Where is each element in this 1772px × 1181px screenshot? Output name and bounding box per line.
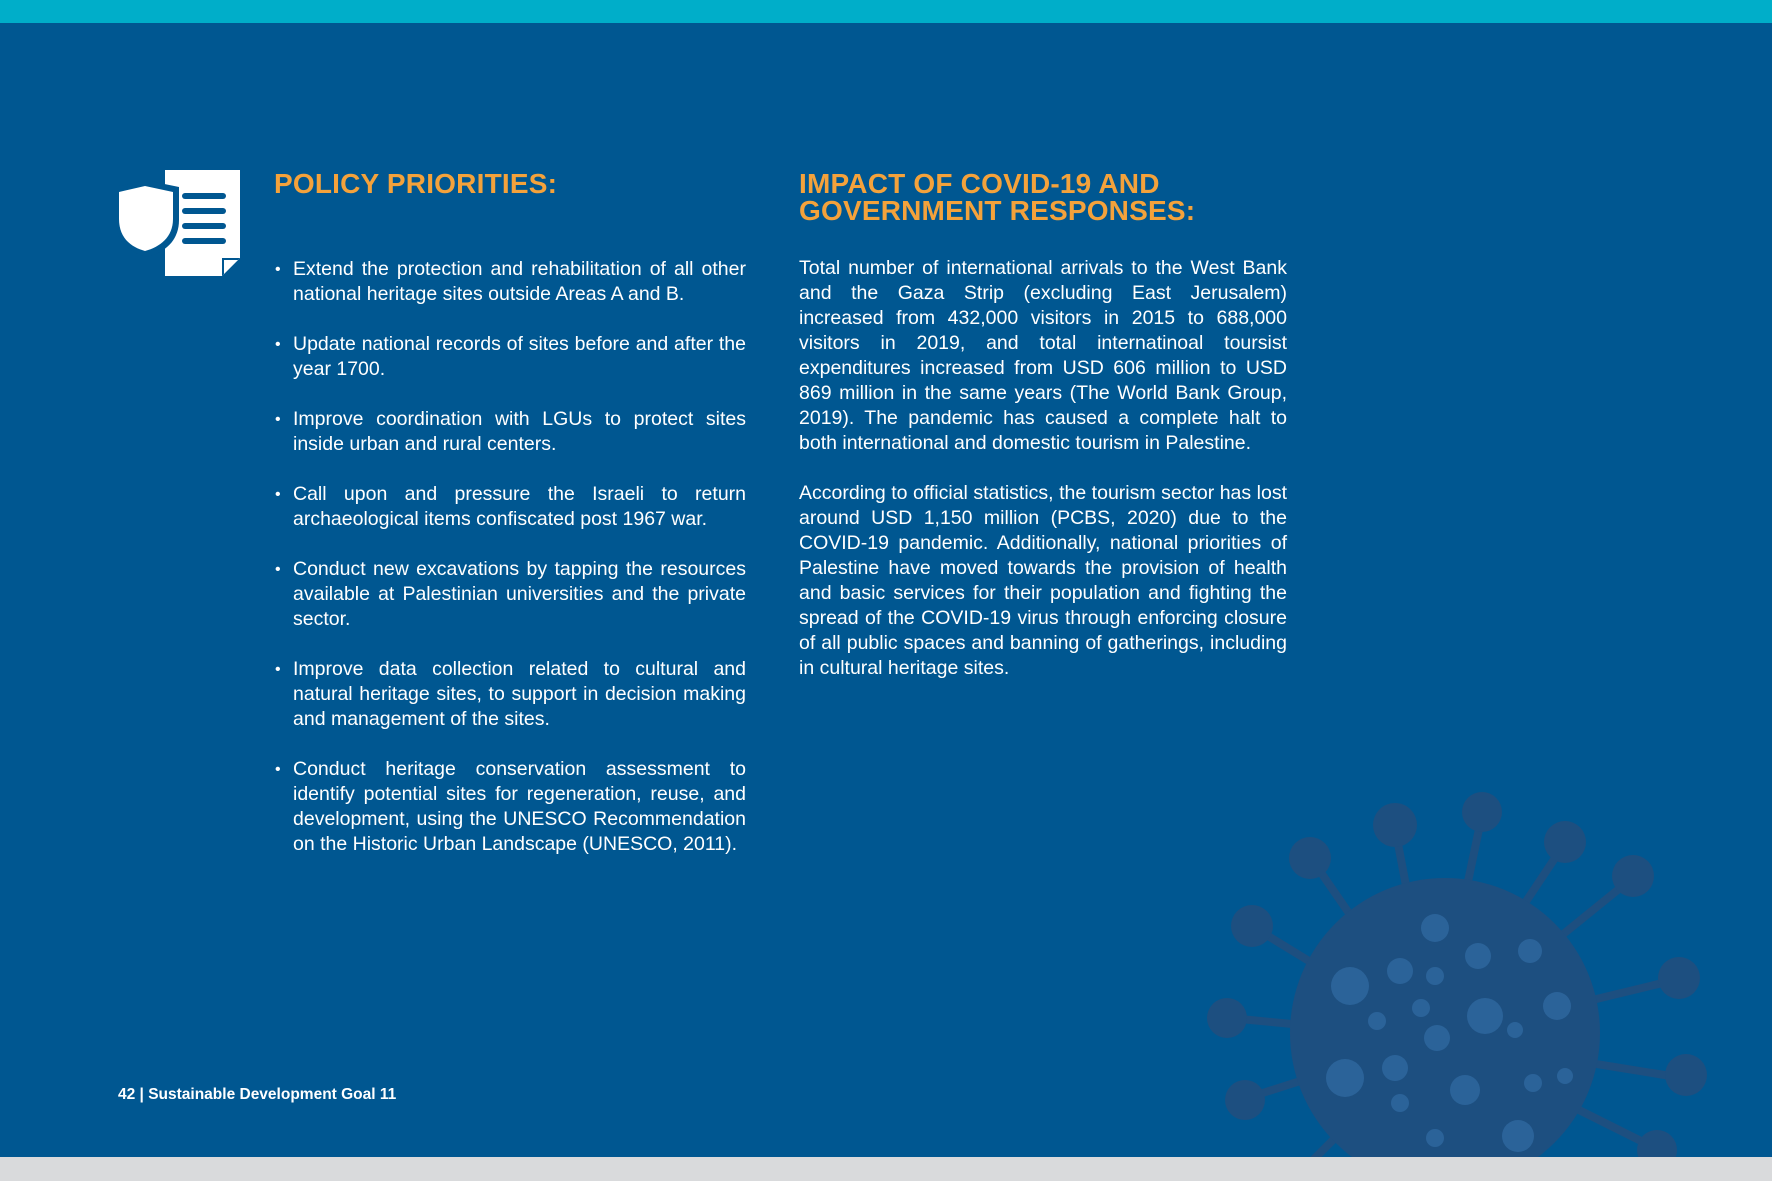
virus-icon — [1185, 768, 1725, 1157]
list-item-text: Conduct new excavations by tapping the resources available at Palestinian universities and the private sector. — [293, 558, 746, 630]
list-item-text: Extend the protection and rehabilitation of all other national heritage sites outside Areas A and B. — [293, 258, 746, 305]
policy-priorities-list — [274, 257, 746, 857]
list-item — [274, 657, 746, 732]
list-item — [274, 332, 746, 382]
policy-priorities-section — [274, 170, 746, 882]
shield-document-icon — [117, 170, 242, 280]
page — [0, 23, 1772, 1157]
list-item-text: Improve data collection related to cultural and natural heritage sites, to support in decision making and management of the sites. — [293, 658, 746, 730]
list-item — [274, 482, 746, 532]
bullet-icon: • — [275, 661, 281, 678]
page-footer: 42 | Sustainable Development Goal 11 — [118, 1086, 397, 1103]
covid-impact-heading-line1: IMPACT OF COVID-19 AND — [799, 168, 1160, 199]
list-item — [274, 757, 746, 857]
bullet-icon: • — [275, 411, 281, 428]
bullet-icon: • — [275, 336, 281, 353]
list-item — [274, 257, 746, 307]
covid-impact-section — [799, 170, 1287, 706]
list-item-text: Conduct heritage conservation assessment to identify potential sites for regeneration, reuse, and development, using the UNESCO Recommendation on the Historic Urban Landscape (UNESCO, 2011). — [293, 758, 746, 855]
impact-paragraph-2: According to official statistics, the tourism sector has lost around USD 1,150 million (PCBS, 2020) due to the COVID-19 pandemic. Additionally, national priorities of Palestine have moved towards the provision of health and basic services for their population and fighting the spread of the COVID-19 virus through enforcing closure of all public spaces and banning of gatherings, including in cultural heritage sites. — [799, 482, 1287, 679]
covid-impact-heading-line2: GOVERNMENT RESPONSES: — [799, 195, 1196, 226]
list-item-text: Update national records of sites before and after the year 1700. — [293, 333, 746, 380]
top-accent-bar — [0, 0, 1772, 23]
list-item — [274, 407, 746, 457]
list-item-text: Improve coordination with LGUs to protect sites inside urban and rural centers. — [293, 408, 746, 455]
covid-impact-heading — [799, 170, 1287, 224]
list-item-text: Call upon and pressure the Israeli to return archaeological items confiscated post 1967 war. — [293, 483, 746, 530]
bullet-icon: • — [275, 486, 281, 503]
impact-paragraph-1: Total number of international arrivals to the West Bank and the Gaza Strip (excluding East Jerusalem) increased from 432,000 visitors in 2015 to 688,000 visitors in 2019, and total internatinoal toursist expenditures increased from USD 606 million to USD 869 million in the same years (The World Bank Group, 2019). The pandemic has caused a complete halt to both international and domestic tourism in Palestine. — [799, 257, 1287, 454]
bullet-icon: • — [275, 261, 281, 278]
bullet-icon: • — [275, 761, 281, 778]
list-item — [274, 557, 746, 632]
bullet-icon: • — [275, 561, 281, 578]
bottom-band — [0, 1157, 1772, 1181]
policy-priorities-heading: POLICY PRIORITIES: — [274, 168, 558, 199]
